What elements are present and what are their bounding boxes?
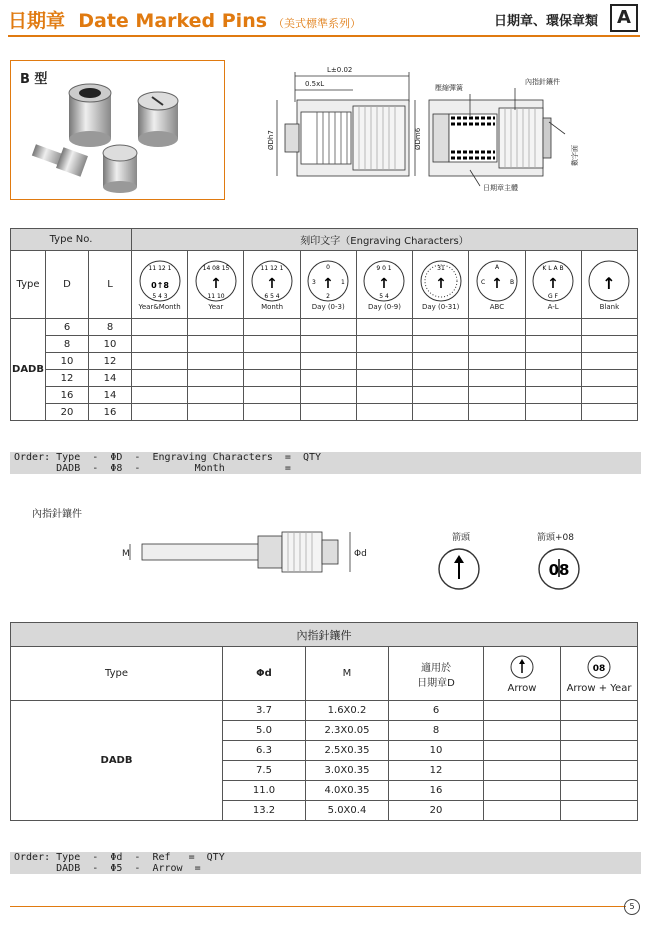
body-label: 日期章主體 bbox=[483, 184, 518, 192]
face-label: 數字面 bbox=[571, 145, 579, 166]
table-cell: 8 bbox=[89, 319, 132, 336]
table-cell: 2.5X0.35 bbox=[306, 741, 389, 761]
svg-text:↑: ↑ bbox=[491, 275, 503, 292]
fit-col-header: 適用於 日期章D bbox=[389, 647, 484, 701]
table-cell: 14 bbox=[89, 387, 132, 404]
svg-text:31: 31 bbox=[436, 264, 445, 272]
table-cell: 16 bbox=[46, 387, 89, 404]
page-number: 5 bbox=[624, 899, 640, 915]
table-cell: 10 bbox=[46, 353, 89, 370]
m-col-header: M bbox=[306, 647, 389, 701]
l-col-header: L bbox=[89, 251, 132, 319]
table-cell: 1.6X0.2 bbox=[306, 701, 389, 721]
table-cell: 6.3 bbox=[223, 741, 306, 761]
table-cell: 6 bbox=[46, 319, 89, 336]
dim-l-label: L±0.02 bbox=[327, 66, 353, 74]
table-cell: 16 bbox=[389, 781, 484, 801]
technical-drawing bbox=[265, 62, 590, 210]
table-cell: 4.0X0.35 bbox=[306, 781, 389, 801]
arrow-dial-icon bbox=[437, 547, 481, 591]
svg-text:9 0 1: 9 0 1 bbox=[376, 264, 393, 272]
svg-text:1: 1 bbox=[341, 278, 346, 286]
svg-text:0: 0 bbox=[326, 263, 331, 271]
table-cell: 8 bbox=[46, 336, 89, 353]
dial-abc: A ↑ C B ABC bbox=[469, 251, 525, 319]
type-name-cell: DADB bbox=[11, 701, 223, 821]
svg-text:11 12 1: 11 12 1 bbox=[148, 264, 172, 272]
footer-rule bbox=[10, 906, 626, 907]
dim-m-label: M bbox=[122, 549, 130, 559]
insert-section-label: 內指針鑲件 bbox=[32, 509, 82, 520]
engraving-table bbox=[10, 228, 638, 421]
category-label: 日期章、環保章類 bbox=[493, 14, 598, 29]
svg-text:K L A B: K L A B bbox=[542, 264, 564, 272]
arrow-caption: 箭頭 bbox=[452, 533, 471, 543]
table-cell: 12 bbox=[46, 370, 89, 387]
photo-type-label: B 型 bbox=[20, 72, 48, 87]
svg-text:11 12 1: 11 12 1 bbox=[260, 264, 284, 272]
arrow08-dial-icon bbox=[537, 547, 581, 591]
page-title: 日期章 Date Marked Pins （美式標準系列） bbox=[8, 10, 362, 32]
header-rule bbox=[8, 35, 640, 37]
table-cell: 8 bbox=[389, 721, 484, 741]
table-cell: 5.0 bbox=[223, 721, 306, 741]
svg-text:A: A bbox=[494, 263, 499, 271]
table-cell: 3.0X0.35 bbox=[306, 761, 389, 781]
table-cell: 6 bbox=[389, 701, 484, 721]
table-cell: 10 bbox=[389, 741, 484, 761]
d-col-header: D bbox=[46, 251, 89, 319]
dial-day-0-31: 31 ↑ Day (0-31) bbox=[413, 251, 469, 319]
arrow-year-col-header: 08 Arrow + Year bbox=[561, 647, 638, 701]
arrow-icon bbox=[509, 654, 535, 680]
page-subtitle: （美式標準系列） bbox=[273, 17, 362, 30]
table-cell: 16 bbox=[89, 404, 132, 421]
type-no-header: Type No. bbox=[11, 229, 132, 251]
table-cell: 3.7 bbox=[223, 701, 306, 721]
type-col-header: Type bbox=[11, 647, 223, 701]
arrow-col-header: Arrow bbox=[484, 647, 561, 701]
table-cell: 14 bbox=[89, 370, 132, 387]
svg-text:C: C bbox=[480, 278, 486, 286]
arrow-year-icon bbox=[586, 654, 612, 680]
table-cell: 12 bbox=[89, 353, 132, 370]
table-cell: 2.3X0.05 bbox=[306, 721, 389, 741]
type-col-header: Type bbox=[11, 251, 46, 319]
svg-text:↑: ↑ bbox=[547, 275, 560, 292]
table-cell: 12 bbox=[389, 761, 484, 781]
table-cell: 11.0 bbox=[223, 781, 306, 801]
insert-drawing bbox=[118, 522, 378, 582]
spring-label: 壓縮彈簧 bbox=[435, 84, 463, 92]
svg-text:↑: ↑ bbox=[602, 273, 617, 293]
insert-label: 內指針鑲件 bbox=[525, 78, 560, 86]
svg-text:↑: ↑ bbox=[322, 275, 335, 292]
svg-text:3: 3 bbox=[312, 278, 317, 286]
section-letter: A bbox=[610, 4, 638, 32]
type-name-cell: DADB bbox=[11, 319, 46, 421]
engraving-header: 刻印文字（Engraving Characters） bbox=[132, 229, 638, 251]
table-cell: 13.2 bbox=[223, 801, 306, 821]
svg-text:↑: ↑ bbox=[266, 275, 278, 292]
dim-05l-label: 0.5xL bbox=[305, 80, 325, 88]
table-cell: 7.5 bbox=[223, 761, 306, 781]
table-cell: 5.0X0.4 bbox=[306, 801, 389, 821]
dial-year-month: 11 12 1 0↑8 5 4 3 Year&Month bbox=[132, 251, 188, 319]
svg-text:08: 08 bbox=[548, 561, 570, 579]
insert-table-title: 內指針鑲件 bbox=[11, 623, 638, 647]
svg-text:5 4 3: 5 4 3 bbox=[151, 292, 168, 300]
dim-d-label: ØDh7 bbox=[267, 130, 275, 150]
dial-day-0-3: 0 ↑ 3 1 2 Day (0-3) bbox=[300, 251, 356, 319]
svg-text:11 10: 11 10 bbox=[207, 292, 225, 300]
table-cell: 10 bbox=[89, 336, 132, 353]
table-cell: 20 bbox=[389, 801, 484, 821]
dial-month: 11 12 1 ↑ 6 5 4 Month bbox=[244, 251, 300, 319]
order-example-1: Order: Type - ΦD - Engraving Characters = QTY DADB - Φ8 - Month = bbox=[10, 452, 641, 474]
dim-phi-d-label: Φd bbox=[354, 549, 367, 559]
svg-text:G F: G F bbox=[548, 292, 559, 300]
dial-a-l: K L A B ↑ G F A-L bbox=[525, 251, 581, 319]
table-cell: 20 bbox=[46, 404, 89, 421]
svg-text:B: B bbox=[509, 278, 515, 286]
dial-year: 14 08 15 ↑ 11 10 Year bbox=[188, 251, 244, 319]
insert-table bbox=[10, 622, 638, 821]
order-example-2: Order: Type - Φd - Ref = QTY DADB - Φ5 - Arrow = bbox=[10, 852, 641, 874]
svg-text:↑: ↑ bbox=[434, 275, 447, 292]
phi-d-col-header: Φd bbox=[223, 647, 306, 701]
svg-text:0↑8: 0↑8 bbox=[150, 280, 169, 290]
arrow08-caption: 箭頭+08 bbox=[537, 533, 574, 543]
dial-blank: ↑ Blank bbox=[581, 251, 637, 319]
svg-text:6 5 4: 6 5 4 bbox=[264, 292, 280, 300]
dim-dm6-label: ØDm6 bbox=[414, 127, 422, 150]
svg-text:14 08 15: 14 08 15 bbox=[202, 264, 230, 272]
svg-text:2: 2 bbox=[326, 292, 331, 300]
svg-text:↑: ↑ bbox=[378, 275, 391, 292]
dial-day-0-9: 9 0 1 ↑ 5 4 Day (0-9) bbox=[356, 251, 412, 319]
svg-text:5 4: 5 4 bbox=[379, 292, 390, 300]
svg-text:↑: ↑ bbox=[209, 275, 222, 292]
svg-text:08: 08 bbox=[592, 663, 606, 674]
